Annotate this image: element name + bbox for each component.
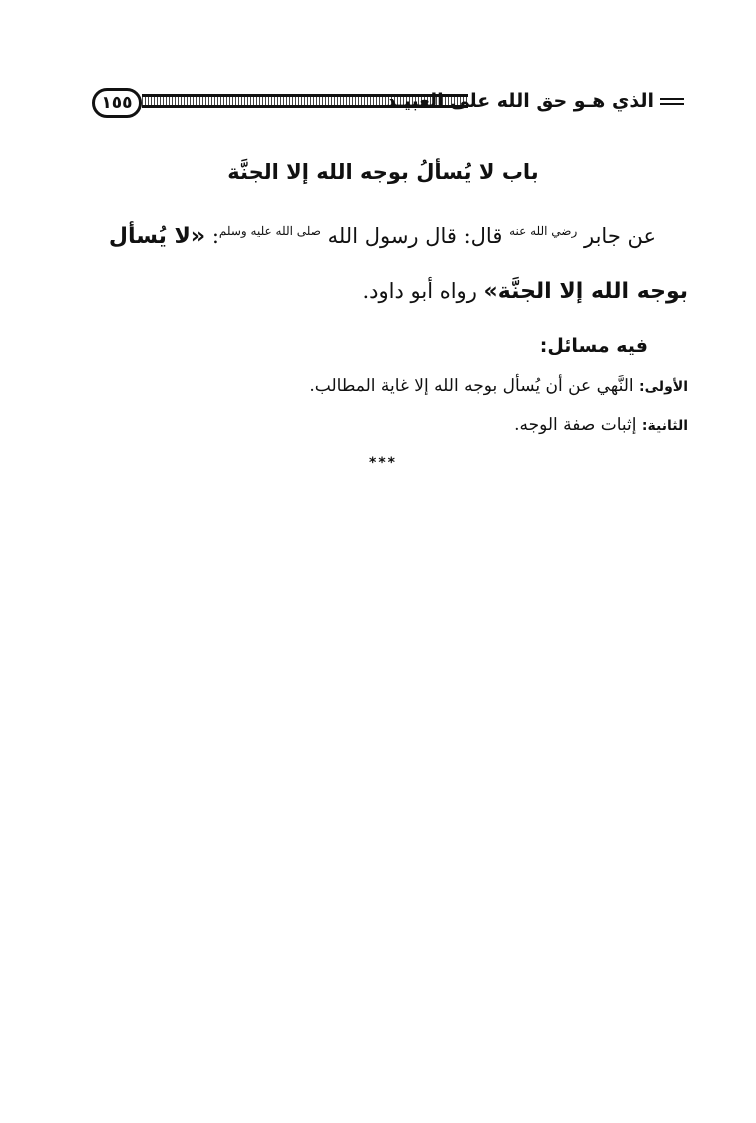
hadith-colon: : (211, 224, 219, 248)
page-content (78, 148, 688, 471)
hadith-source: رواه أبو داود. (362, 279, 477, 303)
hadith-verb: قال: قال رسول الله (327, 224, 503, 248)
running-header (92, 86, 684, 122)
chapter-title: باب لا يُسألُ بوجه الله إلا الجنَّة (227, 160, 539, 184)
header-dash-ornament (660, 98, 684, 105)
running-header-title: الذي هـو حق الله على العبيـد (386, 90, 654, 112)
hadith-intro: عن جابر (583, 224, 656, 248)
issue-text: إثبات صفة الوجه. (514, 415, 637, 435)
issue-item-second (78, 406, 688, 445)
issue-ordinal: الثانية: (641, 418, 688, 434)
hadith-quote: «لا يُسأل بوجه الله إلا الجنَّة» (108, 224, 688, 304)
issues-heading: فيه مسائل: (539, 335, 648, 357)
companion-honorific: رضي الله عنه (509, 224, 578, 238)
issue-item-first (78, 367, 688, 406)
section-separator: *** (369, 455, 397, 471)
issue-text: النَّهي عن أن يُسأل بوجه الله إلا غاية المطالب. (309, 376, 634, 396)
prophet-honorific: صلى الله عليه وسلم (218, 224, 321, 238)
issue-ordinal: الأولى: (639, 379, 688, 395)
hadith-paragraph (92, 204, 688, 319)
page-number-badge: ١٥٥ (92, 88, 142, 118)
